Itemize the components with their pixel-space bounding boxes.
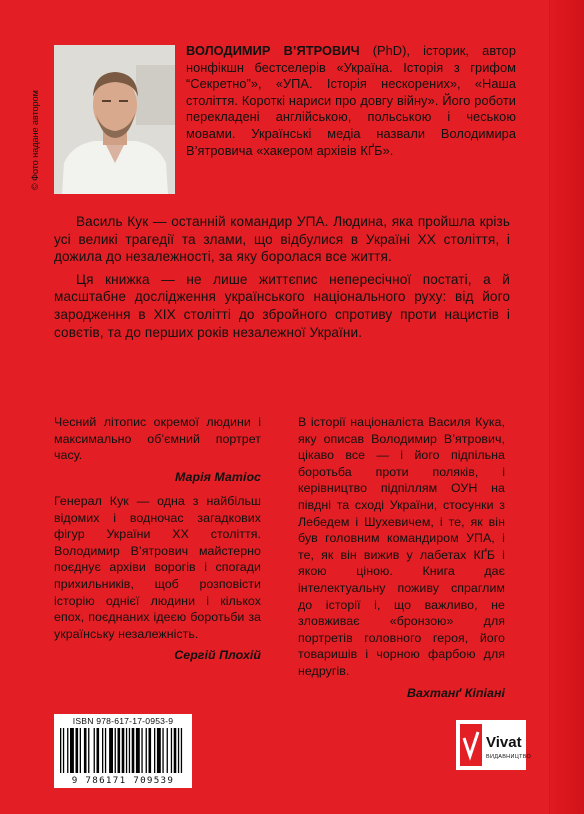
author-name: ВОЛОДИМИР В’ЯТРОВИЧ bbox=[186, 43, 360, 58]
barcode-bar bbox=[136, 728, 140, 773]
review-quote: Чесний літопис окремої людини і максимально об’ємний портрет часу. bbox=[54, 415, 261, 463]
barcode-bar bbox=[171, 728, 172, 773]
svg-text:ВИДАВНИЦТВО: ВИДАВНИЦТВО bbox=[486, 754, 532, 760]
review-quote: Генерал Кук — одна з найбільш відомих і водночас загадкових фігур України ХХ століття. Володимир В’ятрович майстерно поєднує архіви ворогів і спогади прихильників, щоб розповісти історію однієї людини і кількох епох, поєднаних ідеєю боротьби за українську незалежність. bbox=[54, 494, 261, 641]
barcode-bar bbox=[157, 728, 161, 773]
barcode-bar bbox=[94, 728, 95, 773]
barcode-bar bbox=[67, 728, 68, 773]
spine-edge bbox=[549, 0, 550, 814]
barcode bbox=[54, 714, 192, 788]
barcode-bar bbox=[162, 728, 163, 773]
review-quote: В історії націоналіста Василя Кука, яку описав Володимир В’ятрович, цікаво все — і його підпільна боротьба проти поляків, і керівництво підпіллям ОУН на півдні та сході України, стосунки з Лебедем і Шухевичем, і те, як він був головним командиром УПА, і те, як він вижив у лабетах КҐБ і якою ціною. Книга дає інтелектуальну поживу спраглим до історії і, що важливо, не зловживає «бронзою» для портретів головного героя, його товаришів і чорною фарбою для недругів. bbox=[298, 415, 505, 678]
author-photo bbox=[54, 45, 175, 194]
barcode-bar bbox=[109, 728, 113, 773]
book-spine bbox=[550, 0, 584, 814]
barcode-bar bbox=[126, 728, 127, 773]
barcode-bar bbox=[80, 728, 81, 773]
barcode-bar bbox=[118, 728, 121, 773]
barcode-bar bbox=[97, 728, 100, 773]
barcode-bar bbox=[181, 728, 182, 773]
author-bio bbox=[186, 43, 516, 159]
barcode-bar bbox=[105, 728, 106, 773]
review bbox=[298, 414, 505, 701]
barcode-bar bbox=[178, 728, 179, 773]
barcode-bar bbox=[146, 728, 147, 773]
book-annotation bbox=[54, 213, 510, 346]
barcode-bar bbox=[132, 728, 135, 773]
isbn-label: ISBN 978-617-17-0953-9 bbox=[72, 716, 174, 726]
barcode-bar bbox=[60, 728, 61, 773]
barcode-bar bbox=[122, 728, 125, 773]
author-bio-text: (PhD), історик, автор нонфікшн бестселерів «Україна. Історія з грифом “Секретно”», «УПА. Історія нескорених», «Наша століття. Короткі нариси про довгу війну». Його роботи перекладені англійською, польською і чеською мовами. Українські медіа назвали Володимира В’ятровича «хакером архівів КҐБ». bbox=[186, 43, 516, 158]
barcode-bar bbox=[141, 728, 142, 773]
barcode-bars bbox=[60, 728, 186, 773]
barcode-number: 9 786171 709539 bbox=[71, 775, 175, 786]
barcode-bar bbox=[76, 728, 79, 773]
barcode-bar bbox=[129, 728, 130, 773]
barcode-bar bbox=[88, 728, 89, 773]
barcode-bar bbox=[154, 728, 155, 773]
annotation-paragraph: Ця книжка — не лише життєпис непересічної постаті, а й масштабне дослідження українського національного руху: від його зародження в ХІХ столітті до збройного спротиву проти нацистів і совєтів, та до перших років незалежної України. bbox=[54, 271, 510, 340]
barcode-bar bbox=[70, 728, 74, 773]
review bbox=[54, 493, 261, 664]
annotation-paragraph: Василь Кук — останній командир УПА. Людина, яка пройшла крізь усі великі трагедії та злами, що відбулися в Україні ХХ століття, і дожила до незалежності, за яку боролася все життя. bbox=[54, 214, 510, 265]
review-author: Сергій Плохій bbox=[174, 648, 261, 663]
barcode-bar bbox=[149, 728, 152, 773]
barcode-bar bbox=[63, 728, 64, 773]
review-author: Вахтанґ Кіпіані bbox=[407, 685, 505, 700]
barcode-bar bbox=[115, 728, 116, 773]
barcode-bar bbox=[84, 728, 87, 773]
review-author: Марія Матіос bbox=[175, 469, 261, 484]
publisher-logo bbox=[456, 720, 532, 770]
svg-text:Vivat: Vivat bbox=[486, 734, 522, 751]
barcode-bar bbox=[167, 728, 168, 773]
barcode-bar bbox=[102, 728, 103, 773]
review bbox=[54, 414, 261, 485]
barcode-bar bbox=[174, 728, 177, 773]
photo-credit: © Фото надане автором bbox=[30, 90, 40, 190]
